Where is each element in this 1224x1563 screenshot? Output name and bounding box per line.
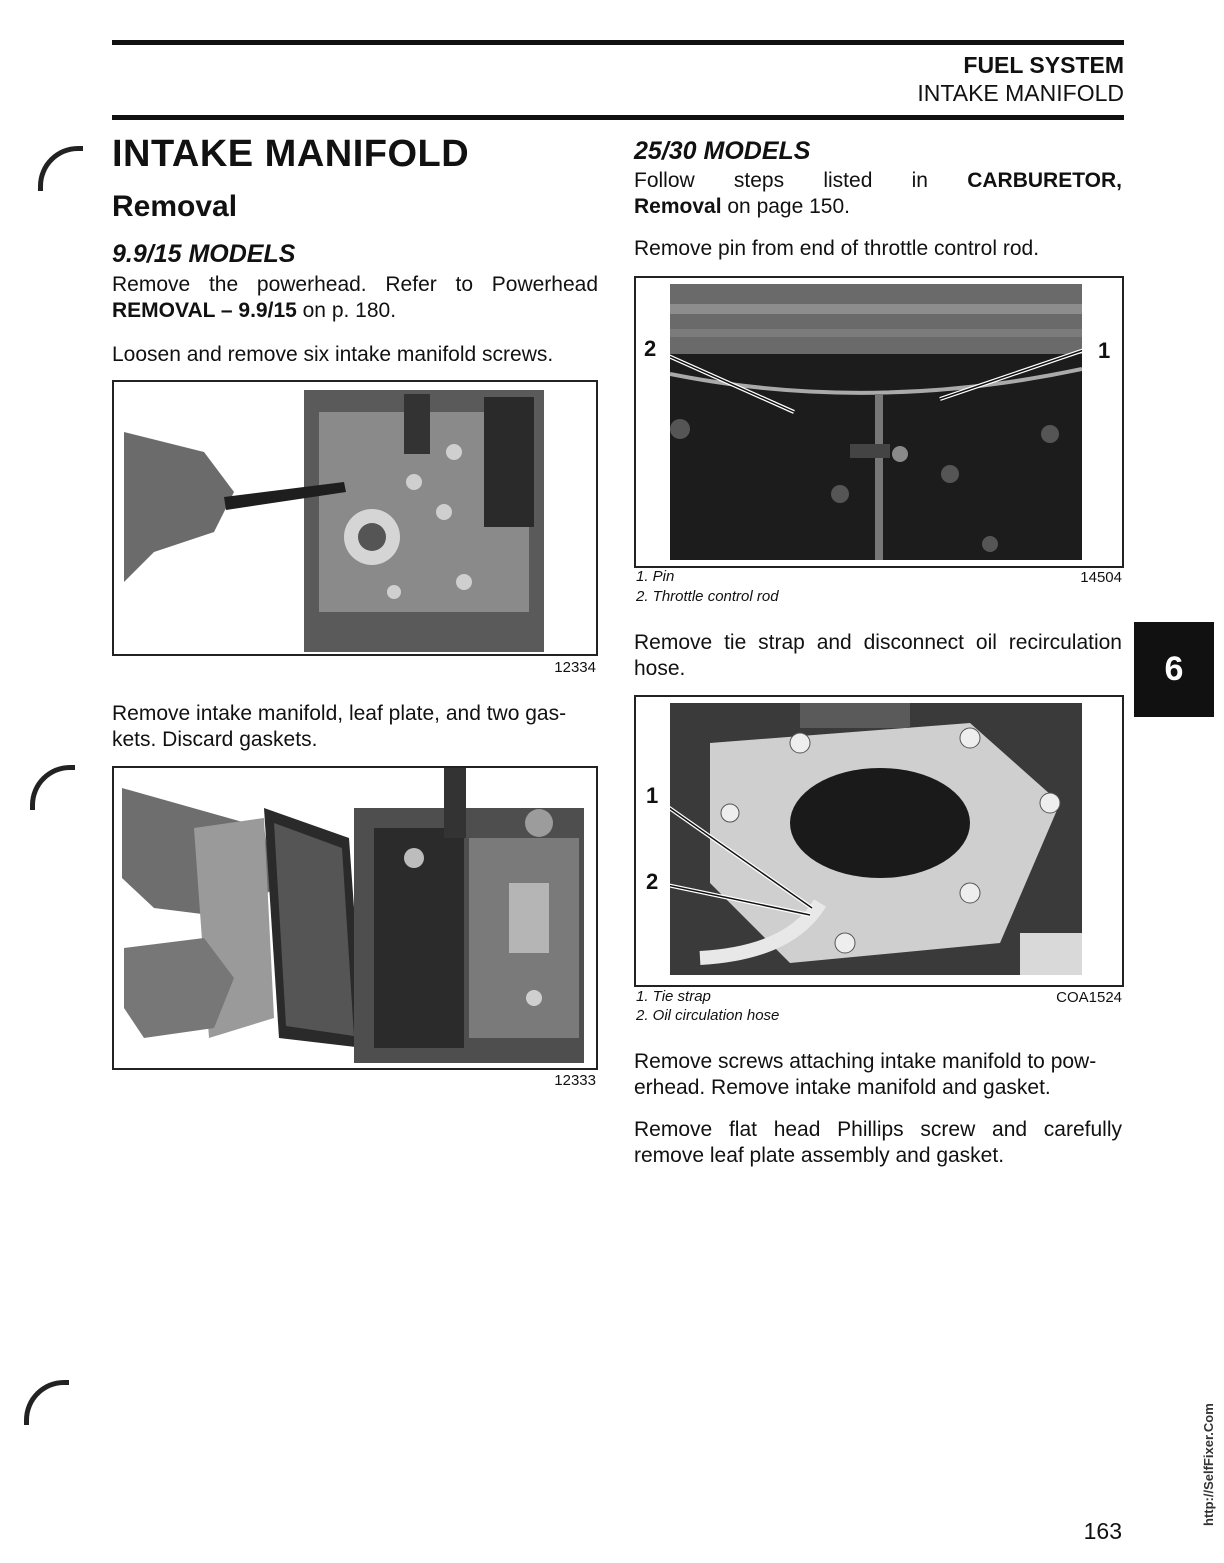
figure-3-callout-2: 2 bbox=[644, 336, 657, 361]
ref-page-right: on page 150. bbox=[721, 195, 850, 218]
page-title: INTAKE MANIFOLD bbox=[112, 133, 470, 175]
right-para-4-line-2: erhead. Remove intake manifold and gasket. bbox=[634, 1076, 1051, 1099]
section-title: FUEL SYSTEM bbox=[963, 52, 1124, 78]
page-number: 163 bbox=[1083, 1518, 1122, 1544]
ref-page: on p. 180. bbox=[296, 299, 397, 322]
figure-2-number: 12333 bbox=[554, 1072, 596, 1089]
figure-4-legend-2: 2. Oil circulation hose bbox=[636, 1007, 780, 1024]
right-para-2: Remove pin from end of throttle control rod. bbox=[634, 237, 1040, 260]
left-para-3-line-2: kets. Discard gaskets. bbox=[112, 728, 318, 751]
figure-3-callout-1: 1 bbox=[1098, 338, 1111, 363]
topic-title: INTAKE MANIFOLD bbox=[917, 80, 1124, 106]
ref-carburetor: CARBURETOR, bbox=[967, 169, 1122, 192]
right-para-1-line-2 bbox=[634, 194, 1122, 220]
figure-4-number: COA1524 bbox=[1056, 989, 1122, 1006]
figure-1-number: 12334 bbox=[554, 659, 596, 676]
right-para-1-line-1 bbox=[634, 168, 1122, 194]
figure-3 bbox=[634, 276, 1124, 568]
binder-mark-bottom bbox=[24, 1380, 69, 1425]
header-rule-top bbox=[112, 40, 1124, 45]
header-rule-bottom bbox=[112, 115, 1124, 120]
ref-removal-right: Removal bbox=[634, 195, 722, 218]
figure-3-photo bbox=[670, 284, 1082, 560]
left-para-1-line-1: Remove the powerhead. Refer to Powerhead bbox=[112, 273, 598, 296]
figure-3-legend-1: 1. Pin bbox=[636, 568, 675, 585]
figure-1-photo bbox=[114, 382, 596, 654]
models-heading-right: 25/30 MODELS bbox=[634, 137, 811, 165]
right-para-3-line-2: hose. bbox=[634, 657, 686, 680]
figure-4-photo bbox=[670, 703, 1082, 975]
figure-4 bbox=[634, 695, 1124, 987]
figure-1 bbox=[112, 380, 598, 656]
right-para-5-line-2: remove leaf plate assembly and gasket. bbox=[634, 1144, 1005, 1167]
left-para-3-line-1: Remove intake manifold, leaf plate, and two gas- bbox=[112, 702, 567, 725]
ref-removal: REMOVAL – 9.9/15 bbox=[112, 299, 297, 322]
figure-4-callout-2: 2 bbox=[646, 869, 659, 894]
models-heading-left: 9.9/15 MODELS bbox=[112, 240, 296, 268]
left-para-1-line-2 bbox=[112, 298, 598, 324]
right-para-5-line-1: Remove flat head Phillips screw and carefully bbox=[634, 1118, 1122, 1141]
figure-2 bbox=[112, 766, 598, 1070]
binder-mark-top bbox=[38, 146, 83, 191]
binder-mark-middle bbox=[30, 765, 75, 810]
chapter-tab: 6 bbox=[1134, 622, 1214, 717]
figure-2-photo bbox=[114, 768, 596, 1068]
left-para-2: Loosen and remove six intake manifold screws. bbox=[112, 343, 554, 366]
figure-4-legend-1: 1. Tie strap bbox=[636, 988, 711, 1005]
figure-4-callout-1: 1 bbox=[646, 783, 659, 808]
figure-3-legend-2: 2. Throttle control rod bbox=[636, 588, 779, 605]
figure-3-number: 14504 bbox=[1080, 569, 1122, 586]
watermark bbox=[1195, 1398, 1224, 1528]
right-para-3-line-1: Remove tie strap and disconnect oil recirculation bbox=[634, 631, 1122, 654]
right-para-1-plain: Follow steps listed in bbox=[634, 169, 968, 192]
right-para-4-line-1: Remove screws attaching intake manifold to pow- bbox=[634, 1050, 1097, 1073]
watermark-text: http://SelfFixer.Com bbox=[1201, 1403, 1216, 1526]
subsection-title: Removal bbox=[112, 190, 238, 223]
